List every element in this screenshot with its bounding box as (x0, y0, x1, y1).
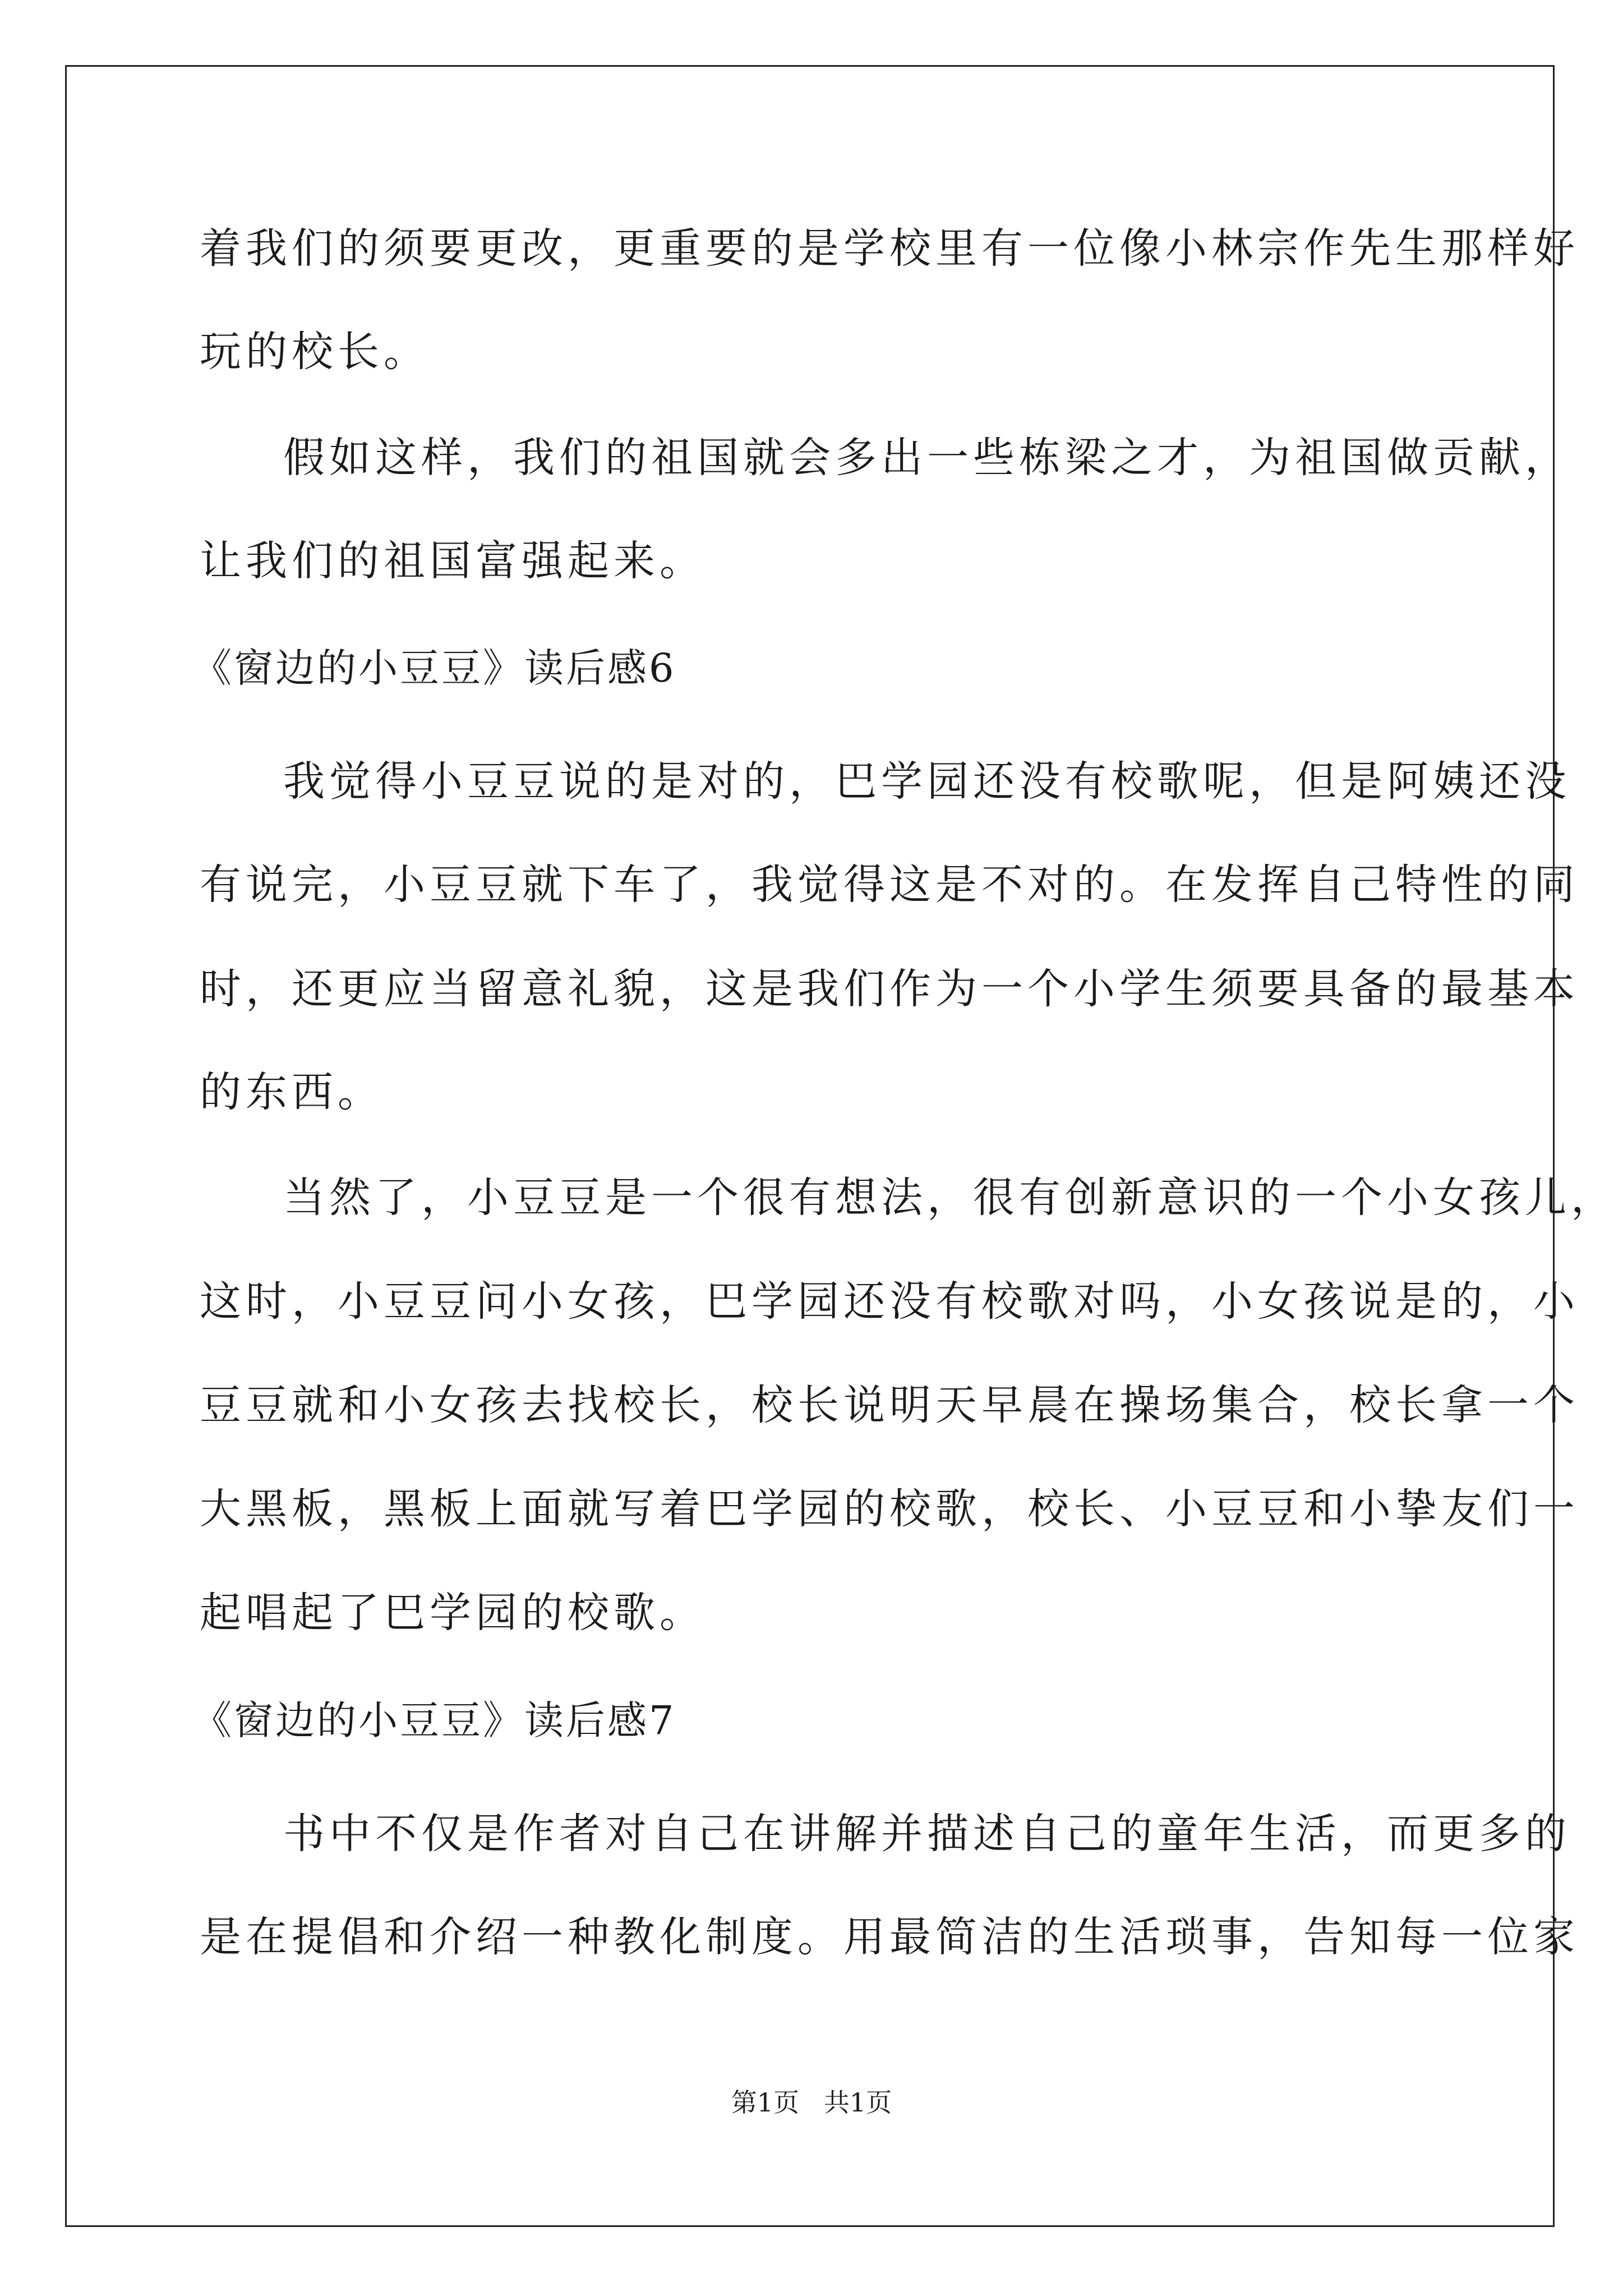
text-line: 玩的校长。 (200, 328, 430, 376)
text-line: 着我们的须要更改，更重要的是学校里有一位像小林宗作先生那样好 (200, 224, 1579, 273)
text-line: 书中不仅是作者对自己在讲解并描述自己的童年生活，而更多的 (283, 1810, 1571, 1858)
section-heading: 《窗边的小豆豆》读后感6 (192, 645, 676, 691)
section-heading: 《窗边的小豆豆》读后感7 (192, 1697, 676, 1743)
text-line: 我觉得小豆豆说的是对的，巴学园还没有校歌呢，但是阿姨还没 (283, 757, 1571, 806)
text-line: 起唱起了巴学园的校歌。 (200, 1589, 706, 1637)
text-line: 让我们的祖国富强起来。 (200, 537, 706, 585)
text-line: 的东西。 (200, 1068, 384, 1116)
text-line: 豆豆就和小女孩去找校长，校长说明天早晨在操场集合，校长拿一个 (200, 1381, 1579, 1429)
page-border (65, 65, 1555, 2227)
text-line: 时，还更应当留意礼貌，这是我们作为一个小学生须要具备的最基本 (200, 965, 1579, 1013)
text-line: 当然了，小豆豆是一个很有想法，很有创新意识的一个小女孩儿， (283, 1174, 1617, 1222)
text-line: 是在提倡和介绍一种教化制度。用最简洁的生活琐事，告知每一位家 (200, 1913, 1579, 1961)
text-line: 有说完，小豆豆就下车了，我觉得这是不对的。在发挥自己特性的同 (200, 861, 1579, 909)
page-footer: 第1页 共1页 (731, 2087, 892, 2118)
text-line: 假如这样，我们的祖国就会多出一些栋梁之才，为祖国做贡献， (283, 434, 1571, 482)
text-line: 这时，小豆豆问小女孩，巴学园还没有校歌对吗，小女孩说是的，小 (200, 1277, 1579, 1326)
text-line: 大黑板，黑板上面就写着巴学园的校歌，校长、小豆豆和小挚友们一 (200, 1485, 1579, 1533)
